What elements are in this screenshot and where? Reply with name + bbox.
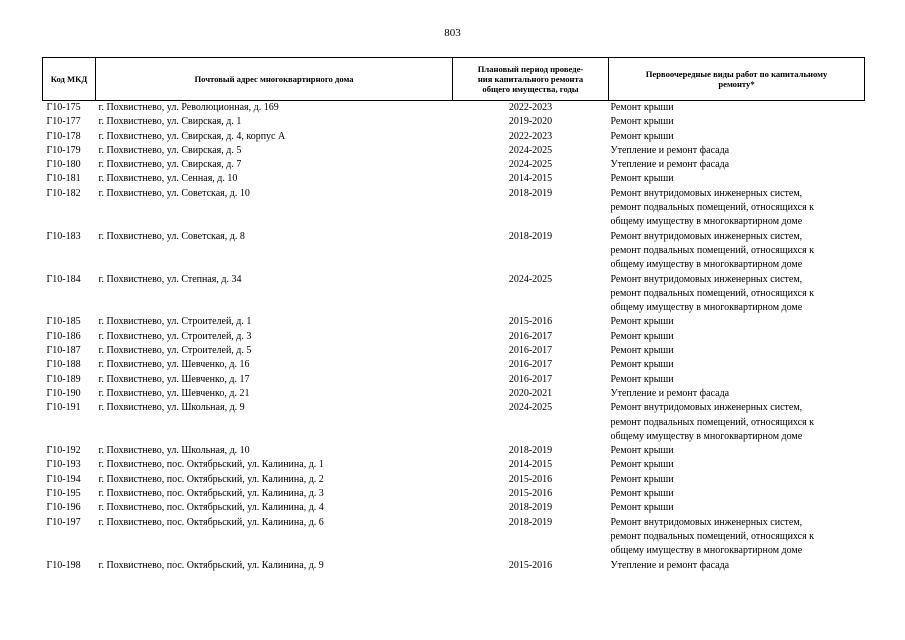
cell-work-line: общему имуществу в многоквартирном доме	[610, 216, 803, 228]
cell-code: Г10-180	[46, 159, 81, 171]
cell-work-line: Ремонт крыши	[610, 445, 674, 457]
cell-address: г. Похвистнево, пос. Октябрьский, ул. Калинина, д. 1	[98, 459, 324, 471]
header-works-line: ремонту*	[718, 79, 755, 89]
cell-code: Г10-183	[46, 230, 81, 242]
cell-work-line: Ремонт внутридомовых инженерных систем,	[610, 516, 803, 528]
cell-work	[609, 358, 865, 372]
cell-address: г. Похвистнево, ул. Сенная, д. 10	[98, 173, 238, 185]
cell-code: Г10-188	[46, 359, 81, 371]
table-row	[43, 130, 865, 144]
cell-period: 2014-2015	[508, 173, 553, 185]
cell-address: г. Похвистнево, ул. Строителей, д. 1	[98, 316, 252, 328]
table-row	[43, 172, 865, 186]
cell-period: 2016-2017	[508, 373, 553, 385]
cell-address: г. Похвистнево, ул. Свирская, д. 1	[98, 116, 242, 128]
cell-work-line: Ремонт крыши	[610, 102, 674, 113]
cell-period: 2024-2025	[508, 273, 553, 285]
cell-work-line: Ремонт крыши	[610, 345, 674, 357]
table-row	[43, 401, 865, 444]
table-row	[43, 230, 865, 273]
cell-code: Г10-181	[46, 173, 81, 185]
cell-period: 2018-2019	[508, 230, 553, 242]
cell-work	[609, 273, 865, 316]
cell-period: 2022-2023	[508, 102, 553, 113]
cell-address: г. Похвистнево, ул. Школьная, д. 9	[98, 402, 245, 414]
cell-period: 2016-2017	[508, 330, 553, 342]
cell-work-line: Утепление и ремонт фасада	[610, 559, 730, 571]
header-period-line: Плановый период проведе-	[477, 64, 584, 74]
table-row	[43, 444, 865, 458]
cell-address: г. Похвистнево, пос. Октябрьский, ул. Калинина, д. 2	[98, 473, 324, 485]
table-row	[43, 344, 865, 358]
cell-code: Г10-179	[46, 144, 81, 156]
cell-work-line: общему имуществу в многоквартирном доме	[610, 545, 803, 557]
cell-work-line: ремонт подвальных помещений, относящихся к	[610, 244, 815, 256]
table-row	[43, 144, 865, 158]
cell-work-line: Утепление и ремонт фасада	[610, 144, 730, 156]
cell-period: 2024-2025	[508, 144, 553, 156]
cell-period: 2018-2019	[508, 187, 553, 199]
cell-work	[609, 559, 865, 573]
table-row	[43, 487, 865, 501]
table-row	[43, 158, 865, 172]
cell-code: Г10-193	[46, 459, 81, 471]
cell-address: г. Похвистнево, ул. Свирская, д. 7	[98, 159, 242, 171]
cell-work-line: Ремонт крыши	[610, 459, 674, 471]
table-row	[43, 373, 865, 387]
cell-address: г. Похвистнево, ул. Советская, д. 10	[98, 187, 250, 199]
table-row	[43, 473, 865, 487]
cell-work-line: ремонт подвальных помещений, относящихся к	[610, 202, 815, 214]
cell-code: Г10-187	[46, 345, 81, 357]
cell-address: г. Похвистнево, ул. Шевченко, д. 17	[98, 373, 250, 385]
cell-work-line: Ремонт крыши	[610, 173, 674, 185]
cell-work-line: Ремонт внутридомовых инженерных систем,	[610, 402, 803, 414]
header-code: Код МКД	[43, 58, 96, 101]
cell-work	[609, 144, 865, 158]
cell-code: Г10-182	[46, 187, 81, 199]
cell-work-line: Ремонт крыши	[610, 330, 674, 342]
cell-address: г. Похвистнево, ул. Строителей, д. 3	[98, 330, 252, 342]
cell-work	[609, 315, 865, 329]
cell-work	[609, 330, 865, 344]
cell-work	[609, 172, 865, 186]
cell-address: г. Похвистнево, пос. Октябрьский, ул. Калинина, д. 3	[98, 488, 324, 500]
cell-work-line: общему имуществу в многоквартирном доме	[610, 430, 803, 442]
header-works	[609, 58, 865, 101]
cell-code: Г10-175	[46, 102, 81, 113]
cell-address: г. Похвистнево, ул. Шевченко, д. 16	[98, 359, 250, 371]
cell-work-line: общему имуществу в многоквартирном доме	[610, 302, 803, 314]
cell-code: Г10-189	[46, 373, 81, 385]
cell-work	[609, 373, 865, 387]
table-row	[43, 516, 865, 559]
header-works-line: Первоочередные виды работ по капитальному	[645, 69, 828, 79]
cell-code: Г10-190	[46, 387, 81, 399]
cell-work-line: Ремонт крыши	[610, 488, 674, 500]
cell-period: 2018-2019	[508, 445, 553, 457]
cell-code: Г10-177	[46, 116, 81, 128]
cell-period: 2024-2025	[508, 402, 553, 414]
cell-work	[609, 458, 865, 472]
cell-address: г. Похвистнево, ул. Шевченко, д. 21	[98, 387, 250, 399]
table-row	[43, 187, 865, 230]
table-row	[43, 315, 865, 329]
table-row	[43, 101, 865, 116]
cell-code: Г10-192	[46, 445, 81, 457]
cell-code: Г10-185	[46, 316, 81, 328]
table-row	[43, 358, 865, 372]
cell-period: 2020-2021	[508, 387, 553, 399]
cell-code: Г10-184	[46, 273, 81, 285]
cell-work-line: Ремонт крыши	[610, 316, 674, 328]
cell-work-line: Утепление и ремонт фасада	[610, 159, 730, 171]
page-number: 803	[444, 27, 461, 39]
cell-code: Г10-186	[46, 330, 81, 342]
cell-code: Г10-195	[46, 488, 81, 500]
cell-address: г. Похвистнево, пос. Октябрьский, ул. Калинина, д. 9	[98, 559, 324, 571]
cell-code: Г10-194	[46, 473, 81, 485]
table-row	[43, 387, 865, 401]
cell-work-line: Ремонт крыши	[610, 502, 674, 514]
cell-work-line: общему имуществу в многоквартирном доме	[610, 259, 803, 271]
cell-address: г. Похвистнево, ул. Свирская, д. 4, корпус А	[98, 130, 286, 142]
cell-work	[609, 158, 865, 172]
cell-work-line: Ремонт крыши	[610, 116, 674, 128]
cell-code: Г10-198	[46, 559, 81, 571]
cell-period: 2015-2016	[508, 488, 553, 500]
cell-work	[609, 130, 865, 144]
cell-work	[609, 230, 865, 273]
cell-period: 2016-2017	[508, 359, 553, 371]
cell-address: г. Похвистнево, ул. Советская, д. 8	[98, 230, 245, 242]
cell-work	[609, 401, 865, 444]
cell-work-line: ремонт подвальных помещений, относящихся к	[610, 530, 815, 542]
cell-work	[609, 101, 865, 116]
capital-repair-table	[42, 57, 865, 573]
cell-work-line: Ремонт крыши	[610, 130, 674, 142]
cell-address: г. Похвистнево, пос. Октябрьский, ул. Калинина, д. 4	[98, 502, 324, 514]
cell-code: Г10-197	[46, 516, 81, 528]
cell-address: г. Похвистнево, ул. Строителей, д. 5	[98, 345, 252, 357]
cell-period: 2018-2019	[508, 516, 553, 528]
cell-period: 2019-2020	[508, 116, 553, 128]
cell-work	[609, 501, 865, 515]
cell-work	[609, 444, 865, 458]
cell-work	[609, 473, 865, 487]
table-row	[43, 501, 865, 515]
table-row	[43, 458, 865, 472]
header-period	[453, 58, 609, 101]
cell-work	[609, 487, 865, 501]
cell-period: 2014-2015	[508, 459, 553, 471]
cell-work-line: ремонт подвальных помещений, относящихся к	[610, 416, 815, 428]
cell-work-line: Ремонт внутридомовых инженерных систем,	[610, 273, 803, 285]
cell-work-line: Ремонт внутридомовых инженерных систем,	[610, 187, 803, 199]
cell-work-line: Ремонт крыши	[610, 359, 674, 371]
cell-code: Г10-178	[46, 130, 81, 142]
header-period-line: ния капитального ремонта	[477, 74, 584, 84]
cell-work-line: Ремонт крыши	[610, 373, 674, 385]
cell-address: г. Похвистнево, ул. Революционная, д. 169	[98, 102, 279, 113]
table-row	[43, 559, 865, 573]
cell-code: Г10-196	[46, 502, 81, 514]
cell-period: 2016-2017	[508, 345, 553, 357]
cell-period: 2015-2016	[508, 473, 553, 485]
cell-address: г. Похвистнево, пос. Октябрьский, ул. Калинина, д. 6	[98, 516, 324, 528]
table-row	[43, 273, 865, 316]
cell-period: 2024-2025	[508, 159, 553, 171]
cell-code: Г10-191	[46, 402, 81, 414]
cell-work-line: ремонт подвальных помещений, относящихся к	[610, 287, 815, 299]
cell-period: 2022-2023	[508, 130, 553, 142]
cell-work	[609, 516, 865, 559]
table-header	[43, 58, 865, 101]
cell-work-line: Утепление и ремонт фасада	[610, 387, 730, 399]
header-period-line: общего имущества, годы	[482, 84, 579, 94]
cell-address: г. Похвистнево, ул. Свирская, д. 5	[98, 144, 242, 156]
cell-work-line: Ремонт крыши	[610, 473, 674, 485]
cell-work	[609, 115, 865, 129]
cell-work	[609, 344, 865, 358]
header-address: Почтовый адрес многоквартирного дома	[96, 58, 453, 101]
cell-work	[609, 187, 865, 230]
cell-address: г. Похвистнево, ул. Школьная, д. 10	[98, 445, 250, 457]
cell-period: 2015-2016	[508, 559, 553, 571]
table-row	[43, 115, 865, 129]
cell-work-line: Ремонт внутридомовых инженерных систем,	[610, 230, 803, 242]
cell-work	[609, 387, 865, 401]
cell-period: 2015-2016	[508, 316, 553, 328]
table-body	[43, 101, 865, 573]
cell-address: г. Похвистнево, ул. Степная, д. 34	[98, 273, 242, 285]
table-row	[43, 330, 865, 344]
cell-period: 2018-2019	[508, 502, 553, 514]
